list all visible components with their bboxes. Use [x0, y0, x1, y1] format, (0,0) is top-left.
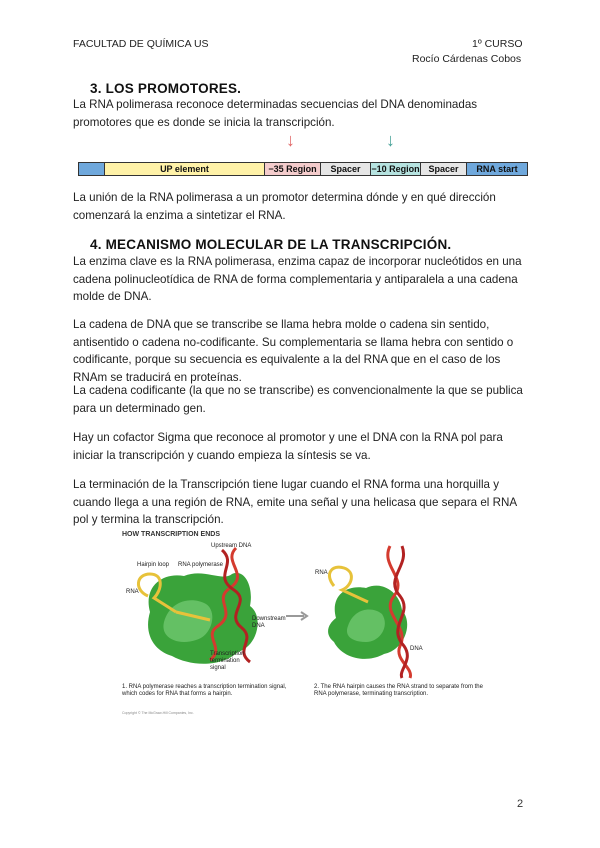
label-termination-signal: Transcription termination signal — [210, 651, 245, 671]
section-3-after: La unión de la RNA polimerasa a un promotor determina dónde y en qué dirección comenzará la enzima a sintetizar el RNA. — [73, 191, 496, 222]
header-course: 1º CURSO — [472, 38, 523, 50]
figure-title: HOW TRANSCRIPTION ENDS — [122, 531, 220, 538]
figure-copyright: Copyright © The McGraw-Hill Companies, Inc. — [122, 711, 194, 715]
section-4-p4: Hay un cofactor Sigma que reconoce al promotor y une el DNA con la RNA pol para iniciar la transcripción y cuando empieza la síntesis se va. — [73, 431, 503, 462]
label-downstream-dna: Downstream DNA — [252, 616, 286, 629]
promoter-segment-10-region: −10 Region — [371, 164, 420, 174]
promoter-segment-rna-start: RNA start — [467, 163, 527, 175]
header-author: Rocío Cárdenas Cobos — [412, 53, 522, 65]
section-3-title: 3. LOS PROMOTORES. — [90, 81, 242, 96]
promoter-segment-spacer-1: Spacer — [321, 163, 371, 175]
section-4-p5: La terminación de la Transcripción tiene lugar cuando el RNA forma una horquilla y cuando llega a una región de RNA, emite una señal y una helicasa que separa el RNA pol y termina la transcripción. — [73, 478, 517, 526]
label-hairpin-loop: Hairpin loop — [137, 562, 170, 568]
section-4-p2: La cadena de DNA que se transcribe se llama hebra molde o cadena sin sentido, antisentido o cadena no-codificante. Su complementaria se llama hebra con sentido o codificante, porque su secuencia es equivalente a la del RNA que en el caso de los RNAm se traducirá en proteínas. — [73, 318, 514, 384]
promoter-segment-upstream — [79, 163, 105, 175]
promoter-segment-spacer-2: Spacer — [421, 163, 467, 175]
label-rna-polymerase: RNA polymerase — [178, 562, 224, 568]
figure-caption-2: 2. The RNA hairpin causes the RNA strand to separate from the RNA polymerase, terminating transcription. — [314, 684, 483, 697]
label-dna-2: DNA — [410, 646, 423, 652]
section-3-intro: La RNA polimerasa reconoce determinadas secuencias del DNA denominadas promotores que es donde se inicia la transcripción. — [73, 98, 478, 129]
figure-caption-1: 1. RNA polymerase reaches a transcription termination signal, which codes for RNA that forms a hairpin. — [122, 684, 287, 697]
promoter-segment-up-element: UP element — [105, 163, 265, 175]
down-arrow-red-icon: ↓ — [286, 130, 295, 150]
label-rna-2: RNA — [315, 570, 328, 576]
page-number: 2 — [517, 798, 524, 810]
section-4-p1: La enzima clave es la RNA polimerasa, enzima capaz de incorporar nucleótidos en una cadena polinucleotídica de RNA de forma complementaria y antiparalela a una cadena molde de DNA. — [73, 255, 522, 303]
section-4-p3: La cadena codificante (la que no se transcribe) es convencionalmente la que se publica para un determinado gen. — [73, 384, 523, 415]
label-upstream-dna: Upstream DNA — [211, 543, 252, 549]
section-4-title: 4. MECANISMO MOLECULAR DE LA TRANSCRIPCIÓN. — [90, 237, 452, 252]
down-arrow-teal-icon: ↓ — [386, 130, 395, 150]
label-rna-1: RNA — [126, 589, 139, 595]
promoter-diagram — [78, 162, 528, 176]
transcription-termination-illustration — [118, 538, 418, 680]
header-faculty: FACULTAD DE QUÍMICA US — [73, 38, 209, 50]
promoter-segment-35-region: −35 Region — [265, 163, 321, 175]
